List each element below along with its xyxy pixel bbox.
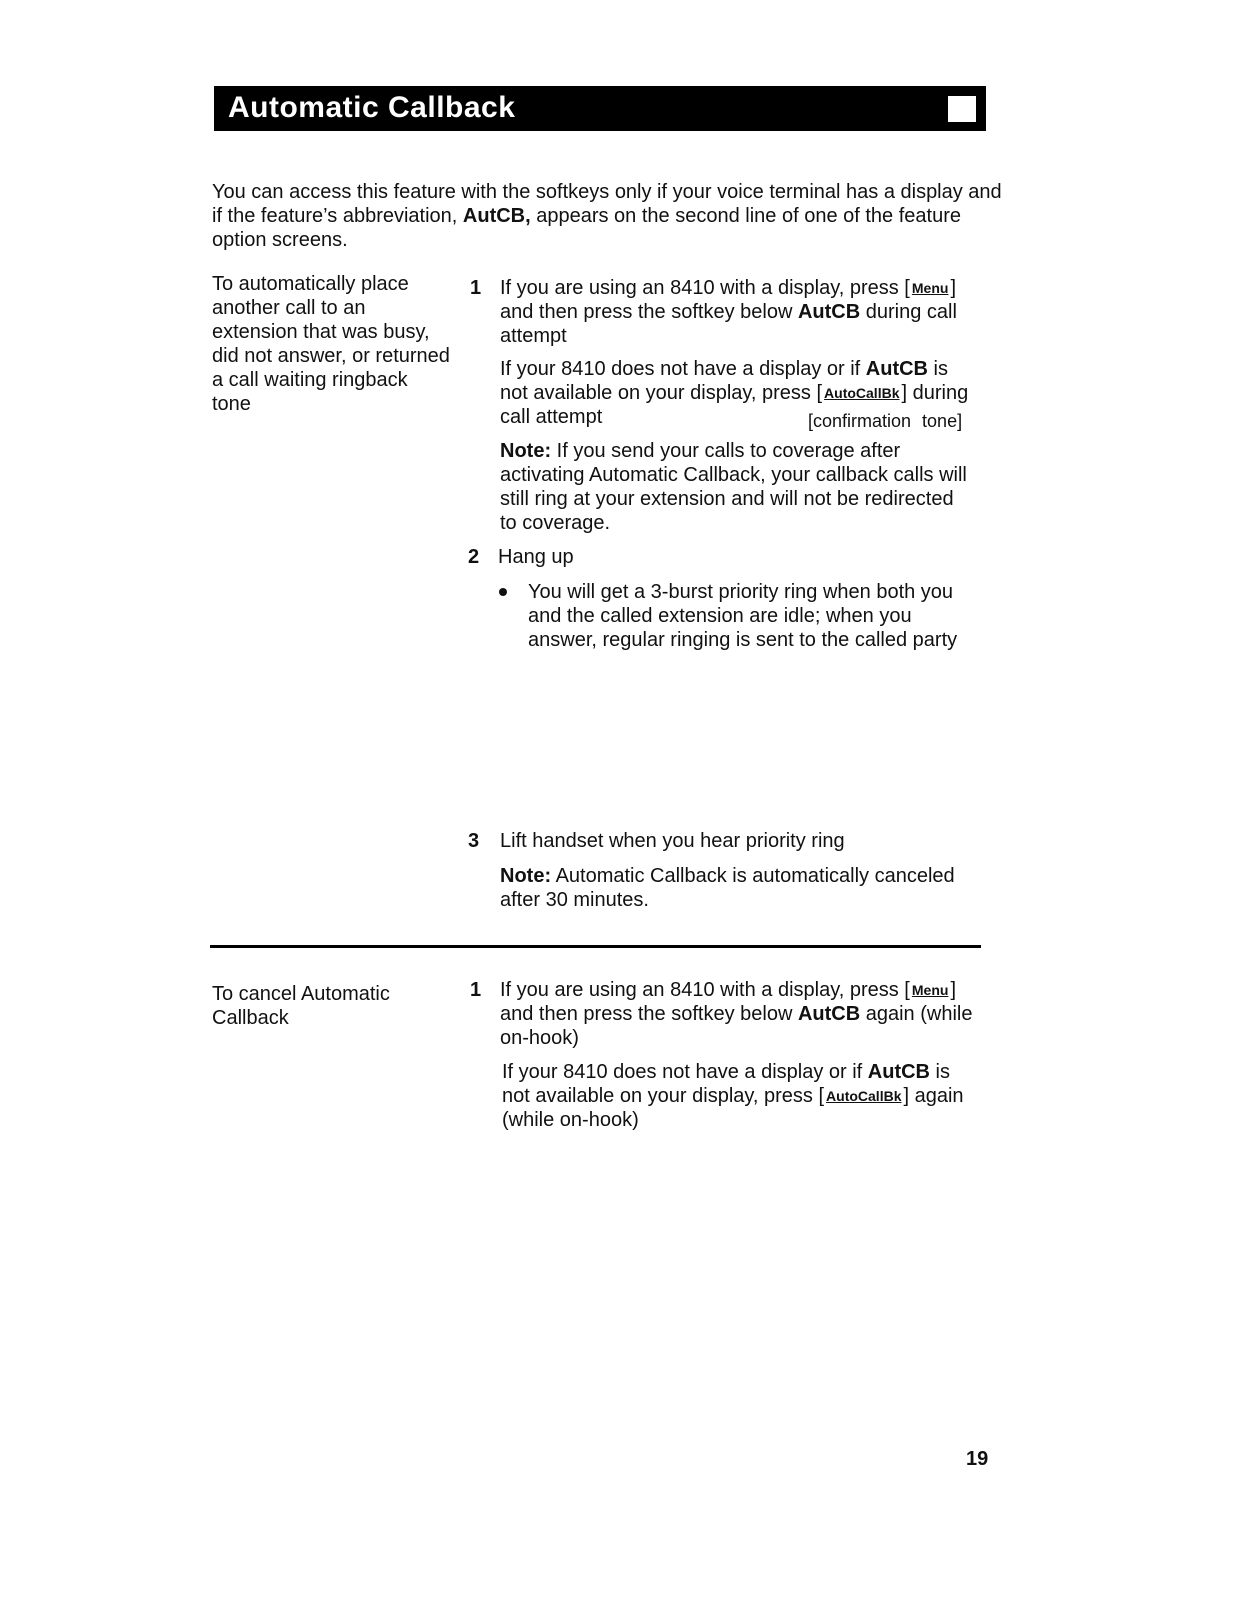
step-number: 2: [468, 546, 480, 568]
section1-label: To automatically place another call to an extension that was busy, did not answer, or returned a call waiting ringback tone: [212, 273, 450, 415]
feature-abbreviation: AutCB,: [462, 205, 531, 227]
page-title: Automatic Callback: [228, 91, 516, 124]
tab-marker: [948, 96, 976, 122]
step1-nodisplay-instruction: If your 8410 does not have a display or if AutCB is not available on your display, press [ AutoCallBk ] during call attempt: [500, 358, 969, 428]
autocallbk-key: AutoCallBk: [824, 385, 900, 401]
step-number: 3: [468, 830, 480, 852]
autocallbk-key: AutoCallBk: [826, 1088, 902, 1104]
step-number: 1: [470, 277, 482, 299]
intro-paragraph: You can access this feature with the softkeys only if your voice terminal has a display and if the feature’s abbreviation, AutCB, appears on the second line of one of the feature option screens.: [212, 181, 1002, 251]
menu-key: Menu: [911, 280, 949, 296]
step3-text: Lift handset when you hear priority ring: [500, 830, 845, 852]
step2-text: Hang up: [498, 546, 574, 568]
step1-display-instruction: If you are using an 8410 with a display, press [ Menu ] and then press the softkey below AutCB during call attempt: [500, 277, 957, 347]
bullet-icon: [499, 588, 507, 596]
confirmation-tone: [confirmation tone]: [808, 411, 963, 431]
cancel-nodisplay-instruction: If your 8410 does not have a display or if AutCB is not available on your display, press [ AutoCallBk ] again (while on-hook): [502, 1061, 964, 1131]
section-title-bar: [214, 86, 986, 131]
step3-note: Note: Automatic Callback is automatically canceled after 30 minutes.: [500, 865, 955, 911]
section-divider: [210, 945, 981, 948]
step1-note: Note: If you send your calls to coverage after activating Automatic Callback, your callback calls will still ring at your extension and will not be redirected to coverage.: [500, 440, 967, 534]
cancel-display-instruction: If you are using an 8410 with a display, press [ Menu ] and then press the softkey below AutCB again (while on-hook): [500, 979, 973, 1049]
menu-key: Menu: [911, 982, 949, 998]
step-number: 1: [470, 979, 482, 1001]
step2-bullet: You will get a 3-burst priority ring when both you and the called extension are idle; when you answer, regular ringing is sent to the called party: [528, 581, 958, 651]
page-number: 19: [966, 1448, 989, 1470]
section2-label: To cancel Automatic Callback: [212, 983, 390, 1029]
